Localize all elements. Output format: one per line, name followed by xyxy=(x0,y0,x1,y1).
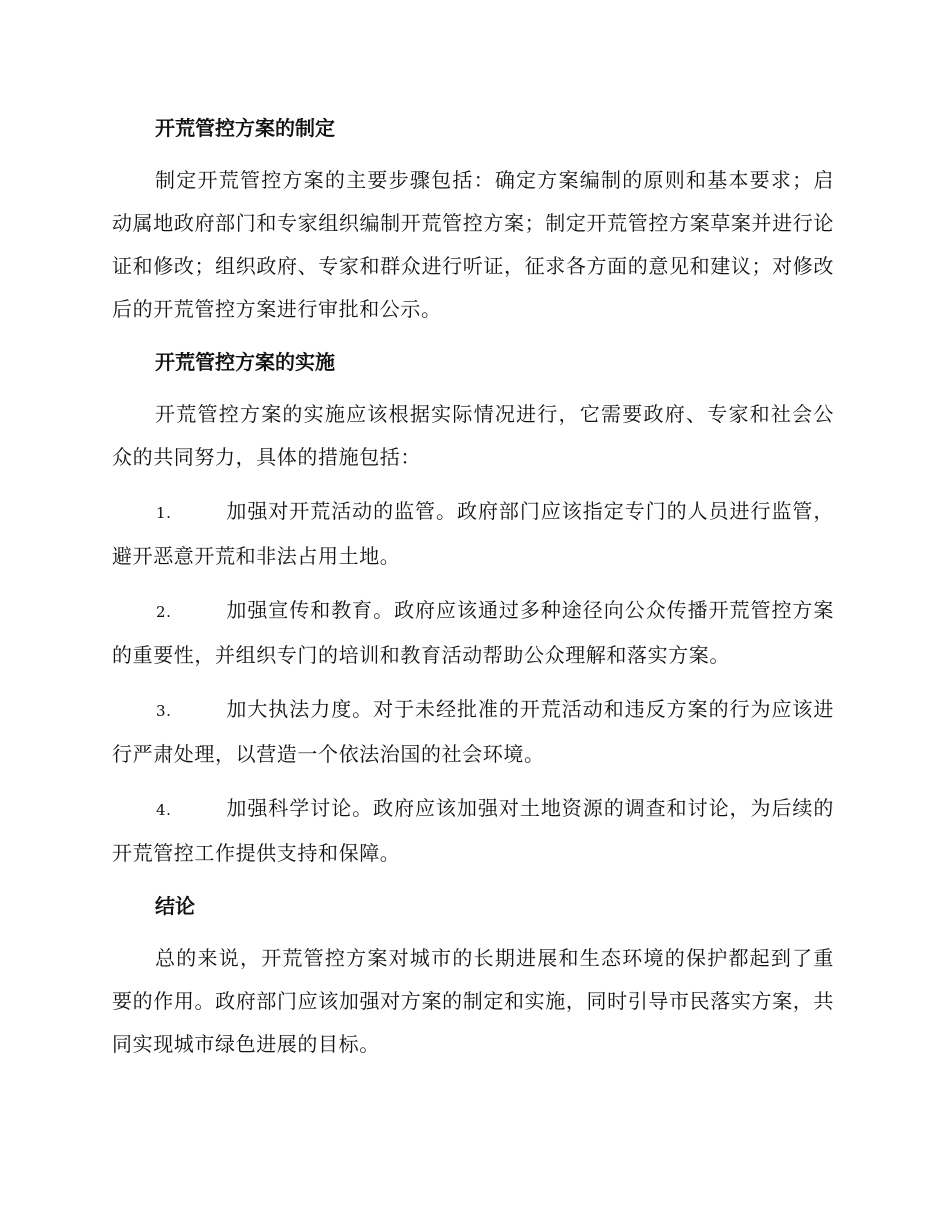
list-item-text: 加大执法力度。对于未经批准的开荒活动和违反方案的行为应该进行严肃处理，以营造一个依法治国的社会环境。 xyxy=(112,697,834,766)
list-item-number: 4. xyxy=(156,801,172,819)
list-item-number: 1. xyxy=(156,504,172,522)
list-item-number: 3. xyxy=(156,702,172,720)
section-heading-formulation: 开荒管控方案的制定 xyxy=(155,116,335,140)
section-heading-implementation: 开荒管控方案的实施 xyxy=(155,350,335,374)
list-item-text: 加强宣传和教育。政府应该通过多种途径向公众传播开荒管控方案的重要性，并组织专门的培训和教育活动帮助公众理解和落实方案。 xyxy=(112,598,834,667)
list-item-number: 2. xyxy=(156,603,172,621)
document-page xyxy=(112,108,834,1077)
section-paragraph-formulation: 制定开荒管控方案的主要步骤包括：确定方案编制的原则和基本要求；启动属地政府部门和专家组织编制开荒管控方案；制定开荒管控方案草案并进行论证和修改；组织政府、专家和群众进行听证，征求各方面的意见和建议；对修改后的开荒管控方案进行审批和公示。 xyxy=(112,168,834,321)
section-paragraph-conclusion: 总的来说，开荒管控方案对城市的长期进展和生态环境的保护都起到了重要的作用。政府部门应该加强对方案的制定和实施，同时引导市民落实方案，共同实现城市绿色进展的目标。 xyxy=(112,946,834,1056)
list-item xyxy=(112,490,834,578)
list-item xyxy=(112,787,834,875)
list-item-text: 加强对开荒活动的监管。政府部门应该指定专门的人员进行监管，避开恶意开荒和非法占用土地。 xyxy=(112,499,834,568)
list-item-text: 加强科学讨论。政府应该加强对土地资源的调查和讨论，为后续的开荒管控工作提供支持和保障。 xyxy=(112,796,834,865)
list-item xyxy=(112,688,834,776)
section-heading-conclusion: 结论 xyxy=(155,894,195,918)
list-item xyxy=(112,589,834,677)
section-paragraph-implementation: 开荒管控方案的实施应该根据实际情况进行，它需要政府、专家和社会公众的共同努力，具体的措施包括： xyxy=(112,402,834,469)
